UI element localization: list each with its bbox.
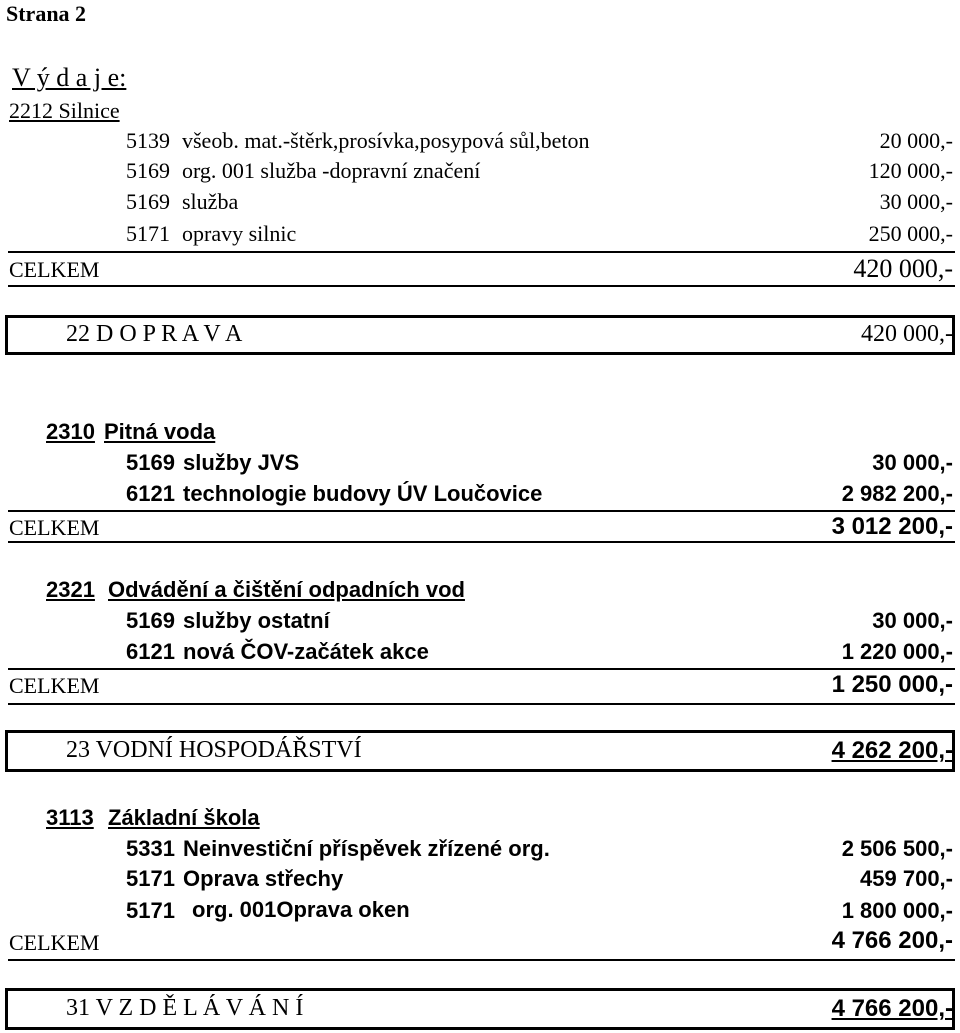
summary-label: 22 D O P R A V A bbox=[66, 321, 243, 347]
line-item-amount: 20 000,- bbox=[879, 128, 953, 153]
vydaje-title: V ý d a j e: bbox=[12, 63, 127, 92]
line-item-code: 5139 bbox=[126, 128, 170, 153]
section-name: Pitná voda bbox=[104, 419, 216, 444]
divider bbox=[8, 541, 955, 543]
line-item-desc: Neinvestiční příspěvek zřízené org. bbox=[183, 836, 550, 861]
summary-label: 23 VODNÍ HOSPODÁŘSTVÍ bbox=[66, 737, 362, 763]
line-item-code: 5169 bbox=[126, 158, 170, 183]
line-item-desc: služby JVS bbox=[183, 450, 300, 475]
section-name: Základní škola bbox=[108, 805, 260, 830]
line-item-code: 5331 bbox=[126, 836, 175, 861]
line-item-desc: služby ostatní bbox=[183, 608, 330, 633]
total-label: CELKEM bbox=[9, 515, 100, 540]
divider bbox=[8, 285, 955, 287]
line-item-desc: nová ČOV-začátek akce bbox=[183, 639, 429, 664]
line-item-desc: Oprava střechy bbox=[183, 866, 344, 891]
line-item-code: 6121 bbox=[126, 481, 175, 506]
line-item-amount: 1 800 000,- bbox=[841, 898, 953, 923]
line-item-code: 5169 bbox=[126, 608, 175, 633]
total-label: CELKEM bbox=[9, 673, 100, 698]
line-item-amount: 30 000,- bbox=[872, 450, 953, 475]
line-item-desc: služba bbox=[182, 189, 239, 214]
summary-label: 31 V Z D Ě L Á V Á N Í bbox=[66, 995, 304, 1021]
page-label: Strana 2 bbox=[6, 1, 87, 26]
line-item-desc: opravy silnic bbox=[182, 221, 297, 246]
divider bbox=[8, 251, 955, 253]
line-item-amount: 1 220 000,- bbox=[841, 639, 953, 664]
line-item-amount: 459 700,- bbox=[860, 866, 953, 891]
line-item-amount: 30 000,- bbox=[879, 189, 953, 214]
line-item-code: 5171 bbox=[126, 898, 175, 923]
divider bbox=[8, 510, 955, 512]
total-amount: 3 012 200,- bbox=[831, 513, 953, 540]
line-item-amount: 120 000,- bbox=[868, 158, 953, 183]
line-item-amount: 2 982 200,- bbox=[841, 481, 953, 506]
divider bbox=[8, 703, 955, 705]
total-amount: 1 250 000,- bbox=[831, 671, 953, 698]
summary-amount: 4 766 200,- bbox=[831, 995, 953, 1022]
line-item-code: 5171 bbox=[126, 866, 175, 891]
line-item-code: 5169 bbox=[126, 189, 170, 214]
line-item-desc: org. 001 služba -dopravní značení bbox=[182, 158, 481, 183]
line-item-amount: 30 000,- bbox=[872, 608, 953, 633]
line-item-code: 5169 bbox=[126, 450, 175, 475]
section-code: 2321 bbox=[46, 577, 95, 602]
divider bbox=[8, 668, 955, 670]
line-item-desc: technologie budovy ÚV Loučovice bbox=[183, 481, 543, 506]
total-amount: 420 000,- bbox=[853, 254, 953, 283]
total-label: CELKEM bbox=[9, 930, 100, 955]
total-label: CELKEM bbox=[9, 257, 100, 282]
section-code: 3113 bbox=[46, 805, 94, 830]
line-item-desc: všeob. mat.-štěrk,prosívka,posypová sůl,beton bbox=[182, 128, 590, 153]
line-item-desc: org. 001Oprava oken bbox=[192, 897, 410, 922]
line-item-amount: 2 506 500,- bbox=[841, 836, 953, 861]
line-item-code: 5171 bbox=[126, 221, 170, 246]
divider bbox=[8, 959, 955, 961]
summary-amount: 420 000,- bbox=[861, 321, 953, 347]
line-item-code: 6121 bbox=[126, 639, 175, 664]
line-item-amount: 250 000,- bbox=[868, 221, 953, 246]
section-heading-silnice: 2212 Silnice bbox=[9, 98, 120, 123]
section-name: Odvádění a čištění odpadních vod bbox=[108, 577, 465, 602]
total-amount: 4 766 200,- bbox=[831, 927, 953, 954]
summary-amount: 4 262 200,- bbox=[831, 737, 953, 764]
section-code: 2310 bbox=[46, 419, 95, 444]
